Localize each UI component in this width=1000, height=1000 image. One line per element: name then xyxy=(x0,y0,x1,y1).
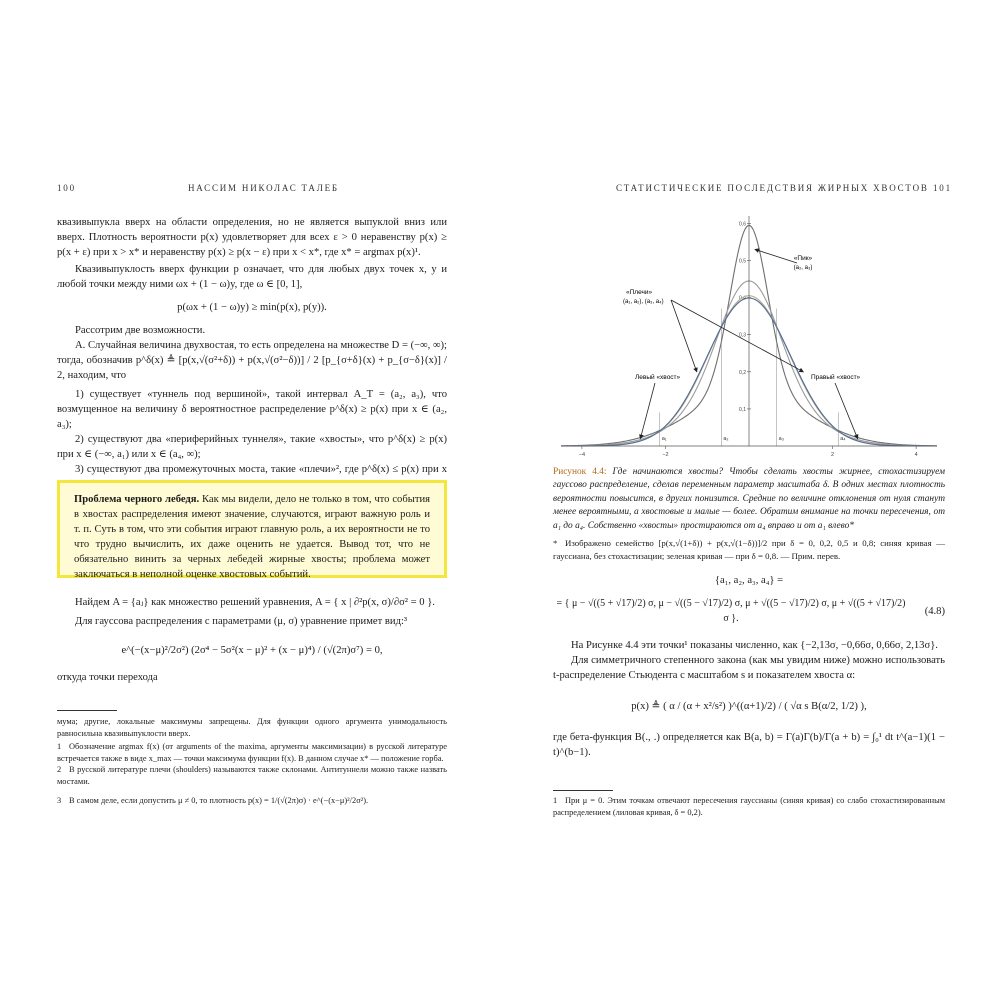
left-tail-arrow xyxy=(640,383,655,439)
y-tick-label: 0,4 xyxy=(739,295,746,302)
right-paragraph-2: Для симметричного степенного закона (как мы увидим ниже) можно использовать t-распределение Стьюдента с масштабом s и показателем хвоста α: xyxy=(553,655,945,682)
black-swan-text xyxy=(74,492,430,582)
footnote-continued: мума; другие, локальные максимумы запрещены. Для функции одного аргумента унимодальность равносильна квазивыпуклости вверх. xyxy=(57,717,447,738)
figure-caption-label: Рисунок 4.4: xyxy=(553,467,607,477)
figure-4-4-chart xyxy=(553,208,945,460)
x-tick-label: −4 xyxy=(578,452,586,458)
y-tick-label: 0,6 xyxy=(739,221,746,228)
footnote-2-text: В русской литературе плечи (shoulders) называются также склонами. Антитуннели можно также назвать мостами. xyxy=(57,765,447,786)
equation-4-8 xyxy=(553,596,945,626)
left-running-title: НАССИМ НИКОЛАС ТАЛЕБ xyxy=(188,183,339,193)
right-page-number: 101 xyxy=(933,183,952,193)
right-footnote-rule xyxy=(553,790,613,791)
left-equation-2: e^(−(x−μ)²/2σ²) (2σ⁴ − 5σ²(x − μ)² + (x − μ)⁴) / (√(2π)σ⁷) = 0, xyxy=(121,645,383,656)
right-footnote-1-text: При μ = 0. Этим точкам отвечают пересечения гауссианы (синяя кривая) со слабо стохастизированным распределением (лиловая кривая, δ = 0,2). xyxy=(553,796,945,817)
crossing-point-label: a₁ xyxy=(661,436,667,442)
left-paragraph-2: Квазивыпуклость вверх функции p означает, что для любых двух точек x, y и любой точки между ними ωx + (1 − ω)y, где ω ∈ [0, 1], xyxy=(57,264,447,290)
left-footnotes xyxy=(57,716,447,807)
x-tick-label: −2 xyxy=(662,452,669,458)
shoulder-arrow-left xyxy=(671,300,697,372)
x-tick-label: 4 xyxy=(914,452,918,458)
right-footnote-1-number: 1 xyxy=(553,796,558,805)
footnote-1-text: Обозначение argmax f(x) (от arguments of the maxima, аргументы максимизации) в русской литературе встречается также в виде x_max — точки максимума функции f(x). В данном случае x* — положение горба. xyxy=(57,742,447,763)
right-paragraph-3: где бета-функция B(., .) определяется как B(a, b) = Γ(a)Γ(b)/Γ(a + b) = ∫₀¹ dt t^(a−1)(1 − t)^(b−1). xyxy=(553,732,945,759)
footnote-1-number: 1 xyxy=(57,742,62,751)
left-item-3: 3) существуют два промежуточных моста, такие «плечи»², где p^δ(x) ≤ p(x) при x xyxy=(75,464,447,475)
left-page-body xyxy=(57,215,447,492)
crossing-point-label: a₂ xyxy=(723,436,729,442)
footnote-1 xyxy=(57,741,447,764)
label-peak-sub: (a₂, a₃) xyxy=(793,265,813,271)
right-footnote-1 xyxy=(553,795,945,818)
right-footnotes xyxy=(553,795,945,818)
y-tick-label: 0,1 xyxy=(739,406,746,413)
left-page-body-2 xyxy=(57,595,447,685)
translator-note-text: Изображено семейство [p(x,√(1+δ)) + p(x,√(1−δ))]/2 при δ = 0, 0,2, 0,5 и 0,8; синяя кривая — гауссиана, без стохастизации; зеленая кривая — при δ = 0,8. — Прим. перев. xyxy=(553,538,945,562)
footnote-2 xyxy=(57,764,447,787)
equation-4-8-number: (4.8) xyxy=(924,605,945,617)
y-tick-label: 0,5 xyxy=(739,258,746,265)
shoulder-arrow-right xyxy=(671,300,803,372)
left-item-1: 1) существует «туннель под вершиной», такой интервал A_T = (a₂, a₃), что возмущенное на величину δ вероятностное распределение p^δ(x) ≥ p(x) при x ∈ (a₂, a₃); xyxy=(57,389,447,430)
left-page-number: 100 xyxy=(57,183,76,193)
x-tick-label: 2 xyxy=(831,452,835,458)
y-tick-label: 0,2 xyxy=(739,369,746,376)
footnote-3 xyxy=(57,795,447,807)
black-swan-box xyxy=(57,480,447,578)
translator-note xyxy=(553,537,945,563)
figure-caption xyxy=(553,466,945,533)
y-tick-label: 0,3 xyxy=(739,332,746,339)
left-paragraph-5: Найдем A = {aⱼ} как множество решений уравнения, A = { x | ∂²p(x, σ)/∂σ² = 0 }. xyxy=(75,597,435,608)
left-paragraph-1: квазивыпукла вверх на области определения, но не является выпуклой вниз или вверх. Плотность вероятности p(x) удовлетворяет для всех ε > 0 неравенству p(x) ≥ p(x + ε) при x > x* и неравенству p(x) ≥ p(x − ε) при x < x*, где x* = argmax p(x)¹. xyxy=(57,217,447,258)
crossing-point-labels xyxy=(662,436,847,442)
x-axis-ticks xyxy=(579,446,918,458)
left-paragraph-4: А. Случайная величина двухвостая, то есть определена на множестве D = (−∞, ∞); тогда, обозначив p^δ(x) ≜ [p(x,√(σ²+δ)) + p(x,√(σ²−δ))] / 2 [p_{σ+δ}(x) + p_{σ−δ}(x)] / 2, находим, что xyxy=(57,340,447,381)
axes xyxy=(561,216,937,446)
black-swan-body: Как мы видели, дело не только в том, что события в хвостах распределения имеют значение, случаются, играют важную роль и т. п. Суть в том, что эти события играют главную роль, а их вероятности не то что трудно вычислить, их даже оценить не удается. Вывод тот, что не обязательно винить за черных лебедей жирные хвосты; проблема может заключаться в неполной оценке хвостовых событий. xyxy=(74,494,430,580)
black-swan-title: Проблема черного лебедя. xyxy=(74,494,200,505)
translator-note-mark: * xyxy=(553,538,558,549)
right-paragraph-1: На Рисунке 4.4 эти точки¹ показаны численно, как {−2,13σ, −0,66σ, 0,66σ, 2,13σ}. xyxy=(571,640,938,652)
label-left-tail: Левый «хвост» xyxy=(635,374,681,381)
left-item-2: 2) существуют два «периферийных туннеля», такие «хвосты», что p^δ(x) ≥ p(x) при x ∈ (−∞, a₁) или x ∈ (a₄, ∞); xyxy=(57,434,447,460)
equation-student-t: p(x) ≜ ( α / (α + x²/s²) )^((α+1)/2) / ( √α s B(α/2, 1/2) ), xyxy=(631,701,867,713)
crossing-point-label: a₄ xyxy=(840,436,846,442)
left-equation-1: p(ωx + (1 − ω)y) ≥ min(p(x), p(y)). xyxy=(177,302,327,313)
label-shoulders-sub: (a₁, a₂), (a₃, a₄) xyxy=(623,299,664,305)
label-right-tail: Правый «хвост» xyxy=(811,374,861,381)
right-running-title: СТАТИСТИЧЕСКИЕ ПОСЛЕДСТВИЯ ЖИРНЫХ ХВОСТОВ xyxy=(616,183,929,193)
left-paragraph-7: откуда точки перехода xyxy=(57,672,158,683)
left-paragraph-6: Для гауссова распределения с параметрами (μ, σ) уравнение примет вид:³ xyxy=(75,616,408,627)
footnote-3-text: В самом деле, если допустить μ ≠ 0, то плотность p(x) = 1/(√(2π)σ) · e^(−(x−μ)²/2σ²). xyxy=(69,796,369,805)
footnote-3-number: 3 xyxy=(57,796,62,805)
equation-set-lhs: {a₁, a₂, a₃, a₄} = xyxy=(714,575,784,587)
left-paragraph-3: Рассотрим две возможности. xyxy=(75,325,206,336)
equation-4-8-body: = { μ − √((5 + √17)/2) σ, μ − √((5 − √17)/2) σ, μ + √((5 − √17)/2) σ, μ + √((5 + √17)/2) σ }. xyxy=(556,598,906,625)
label-peak: «Пик» xyxy=(793,255,813,262)
figure-caption-text: Где начинаются хвосты? Чтобы сделать хвосты жирнее, стохастизируем гауссово распределение, сделав переменным параметр масштаба δ. В одних местах плотность вероятности повысится, в других понизится. Средние по величине отклонения от нуля станут менее вероятными, а хвостовые и малые — более. Обратим внимание на точки пересечения, от a₁ до a₄. Собственно «хвосты» простираются от a₄ вправо и от a₁ влево* xyxy=(553,467,945,531)
footnote-2-number: 2 xyxy=(57,765,62,774)
right-page-body xyxy=(553,466,945,760)
left-footnote-rule xyxy=(57,710,117,711)
crossing-point-label: a₃ xyxy=(778,436,784,442)
label-shoulders: «Плечи» xyxy=(626,289,653,296)
